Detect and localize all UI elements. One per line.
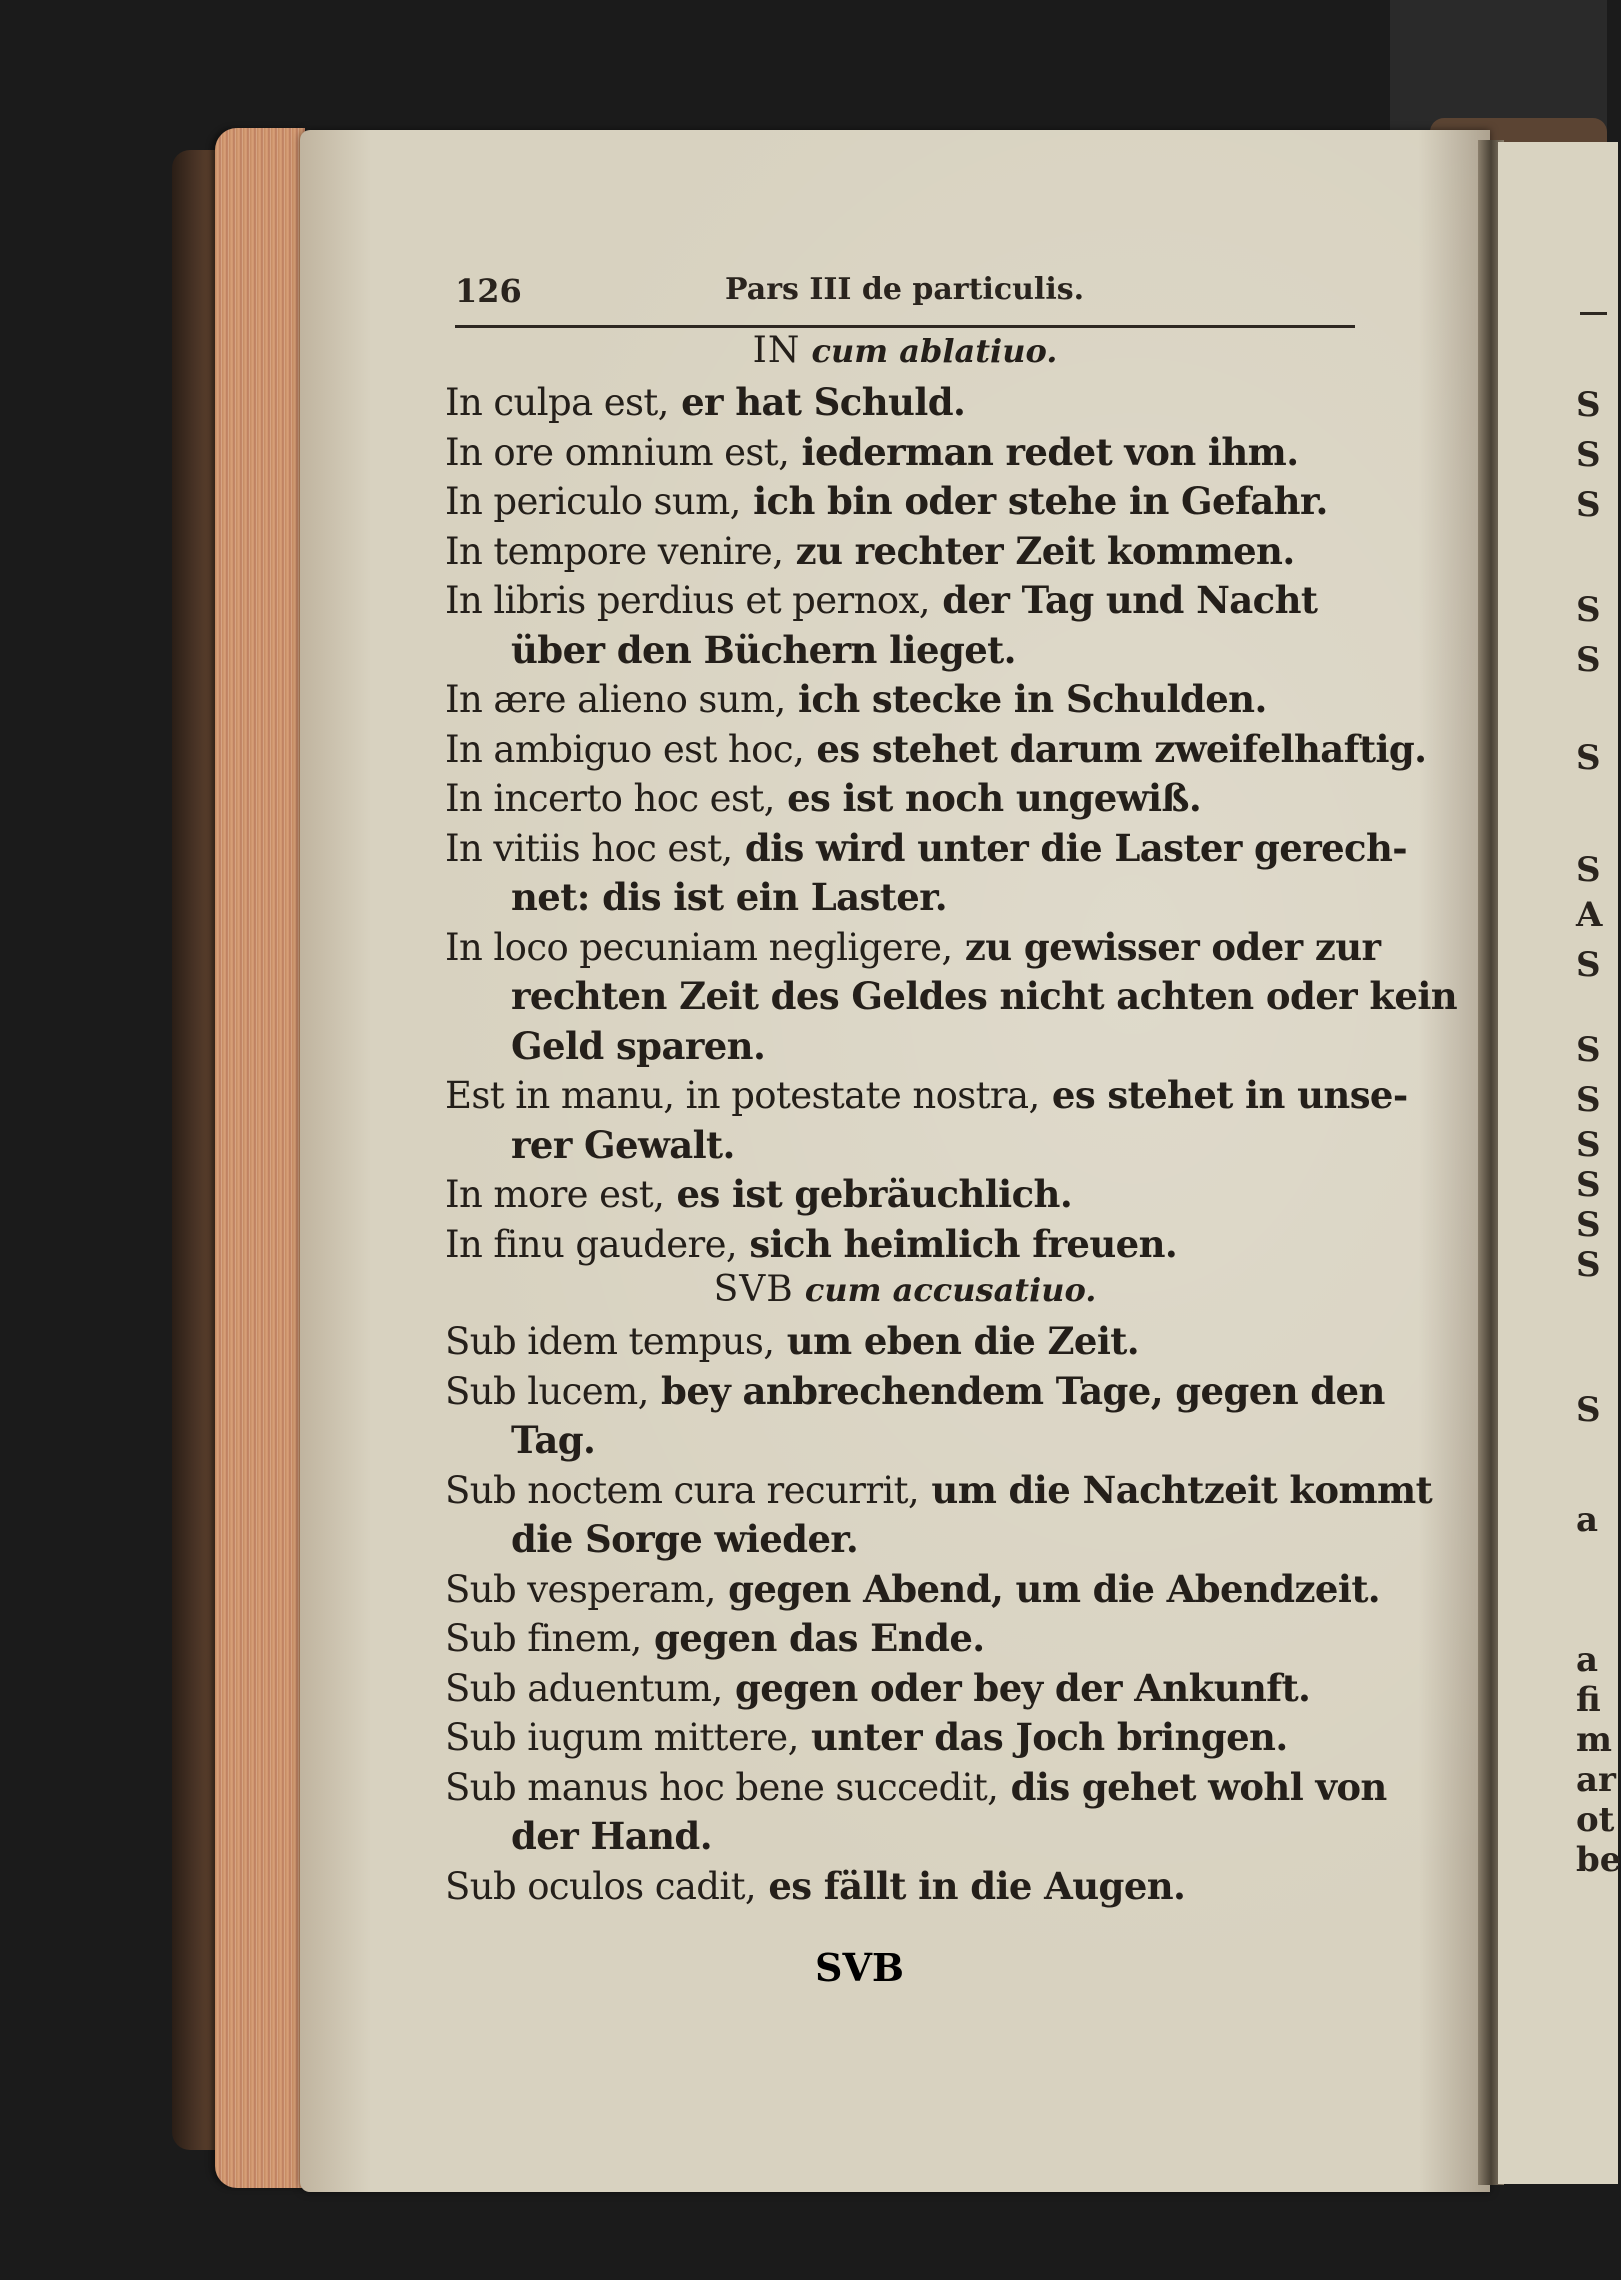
page-number: 126 <box>455 272 522 310</box>
latin-phrase: Sub aduentum, <box>445 1666 723 1710</box>
entry-line <box>445 1862 1185 1911</box>
entry-line <box>445 428 1299 477</box>
entry-line <box>445 1466 1432 1515</box>
facing-page-letter: be <box>1576 1840 1621 1880</box>
latin-phrase: Sub oculos cadit, <box>445 1864 757 1908</box>
latin-phrase: Sub finem, <box>445 1617 642 1660</box>
german-translation: es stehet darum zweifelhaftig. <box>804 726 1427 771</box>
german-translation: gegen Abend, um die Abendzeit. <box>715 1566 1381 1611</box>
german-translation: um eben die Zeit. <box>774 1319 1140 1363</box>
facing-page-letter: A <box>1576 895 1603 935</box>
facing-page-letter: S <box>1576 850 1601 890</box>
facing-page-letter: S <box>1576 945 1601 985</box>
entry-line <box>445 1614 985 1663</box>
german-translation: zu rechter Zeit kommen. <box>783 528 1295 573</box>
german-translation: es ist noch ungewiß. <box>774 776 1202 820</box>
facing-page-letter: S <box>1576 738 1601 778</box>
entry-line <box>445 1664 1310 1713</box>
german-translation: Geld sparen. <box>511 1023 766 1068</box>
entry-continuation-line <box>511 1416 595 1465</box>
entry-line <box>445 1317 1139 1366</box>
latin-phrase: Sub iugum mittere, <box>445 1716 799 1759</box>
german-translation: dis gehet wohl von <box>998 1764 1387 1809</box>
latin-phrase: Sub idem tempus, <box>445 1320 775 1363</box>
section-heading <box>445 330 1365 371</box>
entry-continuation-line <box>511 1515 858 1564</box>
german-translation: dis wird unter die Laster gerech- <box>732 825 1408 870</box>
facing-page-margin <box>1576 0 1621 2280</box>
latin-phrase: In loco pecuniam negligere, <box>445 925 953 969</box>
latin-phrase: In libris perdius et pernox, <box>445 579 930 622</box>
entry-line <box>445 774 1201 823</box>
german-translation: gegen das Ende. <box>641 1616 985 1660</box>
section-heading-case: cum ablatiuo. <box>800 332 1058 370</box>
entry-continuation-line <box>511 873 947 922</box>
latin-phrase: In ambiguo est hoc, <box>445 727 805 771</box>
entry-line <box>445 527 1295 576</box>
section-heading-case: cum accusatiuo. <box>793 1271 1097 1309</box>
facing-page-letter: S <box>1576 1390 1601 1430</box>
facing-page-letter: S <box>1576 385 1601 425</box>
facing-page-letter: S <box>1576 1125 1601 1165</box>
facing-page-letter: a <box>1576 1500 1599 1540</box>
entry-continuation-line <box>511 972 1457 1021</box>
latin-phrase: In periculo sum, <box>445 480 741 523</box>
latin-phrase: In ære alieno sum, <box>445 678 786 721</box>
catchword: SVB <box>815 1945 905 1990</box>
section-heading <box>445 1269 1365 1310</box>
german-translation: rer Gewalt. <box>511 1122 735 1167</box>
entry-line <box>445 1565 1380 1614</box>
latin-phrase: Est in manu, in potestate nostra, <box>445 1074 1040 1117</box>
entry-continuation-line <box>511 626 1016 675</box>
entry-line <box>445 824 1407 873</box>
entry-line <box>445 675 1267 724</box>
latin-phrase: Sub vesperam, <box>445 1567 716 1611</box>
german-translation: iederman redet von ihm. <box>789 429 1299 474</box>
german-translation: Tag. <box>511 1418 596 1462</box>
german-translation: über den Büchern lieget. <box>511 627 1016 672</box>
german-translation: rechten Zeit des Geldes nicht achten oder kein <box>511 974 1458 1018</box>
entry-line <box>445 477 1328 526</box>
facing-page-letter: ot <box>1576 1800 1615 1840</box>
facing-page-letter: S <box>1576 1205 1601 1245</box>
facing-page-letter: S <box>1576 1165 1601 1205</box>
facing-page-letter: ar <box>1576 1760 1616 1800</box>
latin-phrase: In finu gaudere, <box>445 1222 738 1266</box>
latin-phrase: Sub lucem, <box>445 1369 649 1413</box>
facing-page-letter: S <box>1576 640 1601 680</box>
latin-phrase: In vitiis hoc est, <box>445 826 733 870</box>
entry-line <box>445 378 965 427</box>
german-translation: ich stecke in Schulden. <box>785 677 1267 721</box>
german-translation: ich bin oder stehe in Gefahr. <box>740 479 1328 523</box>
facing-page-letter: S <box>1576 485 1601 525</box>
facing-page-letter: m <box>1576 1720 1612 1760</box>
entry-line <box>445 1367 1385 1416</box>
facing-page-letter: S <box>1576 1080 1601 1120</box>
page-edges <box>215 128 305 2188</box>
facing-page-letter: S <box>1576 590 1601 630</box>
german-translation: der Tag und Nacht <box>929 578 1318 622</box>
facing-page-letter: fi <box>1576 1680 1601 1720</box>
german-translation: unter das Joch bringen. <box>798 1715 1288 1759</box>
german-translation: um die Nachtzeit kommt <box>919 1467 1433 1512</box>
entry-line <box>445 576 1317 625</box>
german-translation: bey anbrechendem Tage, gegen den <box>648 1368 1385 1413</box>
latin-phrase: In incerto hoc est, <box>445 777 775 820</box>
german-translation: sich heimlich freuen. <box>737 1221 1178 1266</box>
facing-page-letter: S <box>1576 1245 1601 1285</box>
entry-line <box>445 923 1380 972</box>
entry-line <box>445 1071 1408 1120</box>
entry-line <box>445 1713 1288 1762</box>
latin-phrase: Sub manus hoc bene succedit, <box>445 1765 999 1809</box>
german-translation: es stehet in unse- <box>1039 1073 1408 1117</box>
latin-phrase: In tempore venire, <box>445 529 784 573</box>
entry-continuation-line <box>511 1812 712 1861</box>
german-translation: er hat Schuld. <box>668 380 966 424</box>
section-heading-preposition: IN <box>752 330 801 371</box>
facing-page-letter: S <box>1576 435 1601 475</box>
latin-phrase: In more est, <box>445 1173 665 1216</box>
entry-line <box>445 1763 1387 1812</box>
german-translation: gegen oder bey der Ankunft. <box>722 1665 1311 1710</box>
german-translation: es fällt in die Augen. <box>756 1863 1186 1908</box>
latin-phrase: In culpa est, <box>445 381 669 424</box>
latin-phrase: Sub noctem cura recurrit, <box>445 1468 920 1512</box>
facing-page-letter: a <box>1576 1640 1599 1680</box>
german-translation: die Sorge wieder. <box>511 1517 859 1561</box>
entry-continuation-line <box>511 1022 765 1071</box>
latin-phrase: In ore omnium est, <box>445 430 790 474</box>
section-heading-preposition: SVB <box>713 1269 794 1310</box>
page-header <box>455 272 1355 322</box>
german-translation: der Hand. <box>511 1814 712 1858</box>
header-rule <box>455 325 1355 328</box>
facing-page-letter: S <box>1576 1030 1601 1070</box>
german-translation: net: dis ist ein Laster. <box>511 875 947 919</box>
running-head: Pars III de particulis. <box>725 272 1085 307</box>
german-translation: zu gewisser oder zur <box>952 924 1381 969</box>
entry-line <box>445 1220 1177 1269</box>
entry-line <box>445 725 1426 774</box>
entry-line <box>445 1170 1072 1219</box>
entry-continuation-line <box>511 1121 735 1170</box>
german-translation: es ist gebräuchlich. <box>664 1172 1073 1216</box>
